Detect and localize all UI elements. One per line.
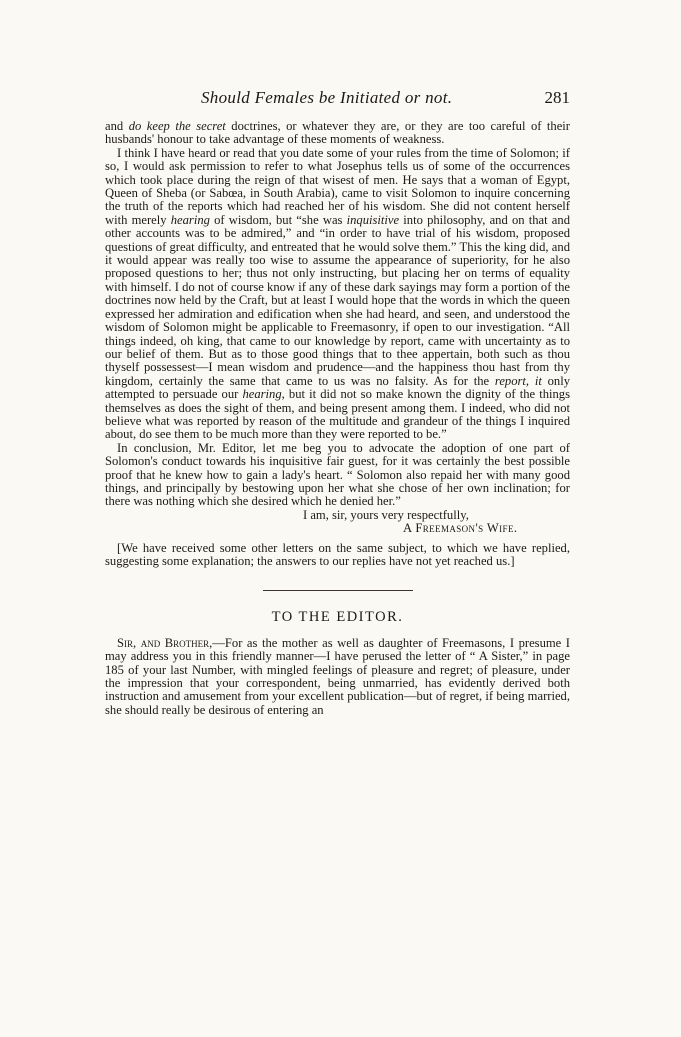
closing-line: I am, sir, yours very respectfully, xyxy=(303,507,469,522)
signature: A Freemason's Wife. xyxy=(403,521,518,536)
section-heading: TO THE EDITOR. xyxy=(271,609,404,626)
salutation: Sir, and Brother, xyxy=(117,635,213,650)
section-divider xyxy=(263,590,413,591)
emphasis: hearing xyxy=(242,387,282,402)
letter-paragraph-3: In conclusion, Mr. Editor, let me beg you to advocate the adoption of one part of Solomon's conduct towards his inquisitive fair guest, for it was certainly the best possible proof that he knew how to gain a lady's heart. “ Solomon also repaid her with many good things, and principally by bestowing upon her what she chose of her own inclination; for there was nothing which she desired which he denied her.” xyxy=(105,440,570,509)
running-head xyxy=(105,88,570,112)
second-letter-paragraph: Sir, and Brother,—For as the mother as well as daughter of Freemasons, I presume I may address you in this friendly manner—I have perused the letter of “ A Sister,” in page 185 of your last Number, with mingled feelings of pleasure and regret; of pleasure, under the impression that your correspondent, being unmarried, has evidently derived both instruction and amusement from your excellent publication—but of regret, if being married, she should really be desirous of entering an xyxy=(105,635,571,717)
running-head-title: Should Females be Initiated or not. xyxy=(201,88,453,107)
emphasis: report, it xyxy=(494,373,542,388)
editor-note: [We have received some other letters on the same subject, to which we have replied, suggesting some explanation; the answers to our replies have not yet reached us.] xyxy=(105,540,570,568)
letter-paragraph-1: and do keep the secret doctrines, or whatever they are, or they are too careful of their husbands' honour to take advantage of these moments of weakness. xyxy=(105,119,571,147)
page-text xyxy=(105,120,570,717)
emphasis: hearing xyxy=(170,212,210,227)
letter-paragraph-2: I think I have heard or read that you date some of your rules from the time of Solomon; if so, I would ask permission to refer to what Josephus tells us of some of the occurrences which took place during the reign of that wisest of men. He says that a woman of Egypt, Queen of Sheba (or Sabœa, in South Arabia), came to visit Solomon to inquire concerning the truth of the reports which had reached her of his wisdom. She did not content herself with merely hearing of wisdom, but “she was inquisitive into philosophy, and on that and other accounts was to be admired,” and “in order to have trial of his wisdom, proposed questions of great difficulty, and entreated that he would solve them.” This the king did, and it would appear was really too wise to assume the appearance of superiority, for he also proposed questions to her; thus not only instructing, but placing her on terms of equality with himself. I do not of course know if any of these dark sayings may form a portion of the doctrines now held by the Craft, but at least I would hope that the words in which the queen expressed her admiration and edification when she had heard, and seen, and understood the wisdom of Solomon might be applicable to Freemasonry, if open to our investigation. “All things indeed, oh king, that came to our knowledge by report, came with uncertainty as to our belief of them. But as to those good things that to thee appertain, both such as thou thyself possessest—I mean wisdom and prudence—and the happiness thou hast from thy kingdom, certainly the same that came to us was no falsity. As for the report, it only attempted to persuade our hearing, but it did not so make known the dignity of the things themselves as does the sight of them, and being present among them. I indeed, who did not believe what was reported by reason of the multitude and grandeur of the things I inquired about, do see them to be much more than they were reported to be.” xyxy=(105,145,571,442)
emphasis: inquisitive xyxy=(346,212,400,227)
page-number: 281 xyxy=(544,88,570,107)
letter-signoff xyxy=(105,509,570,536)
emphasis: do keep the secret xyxy=(128,119,226,133)
